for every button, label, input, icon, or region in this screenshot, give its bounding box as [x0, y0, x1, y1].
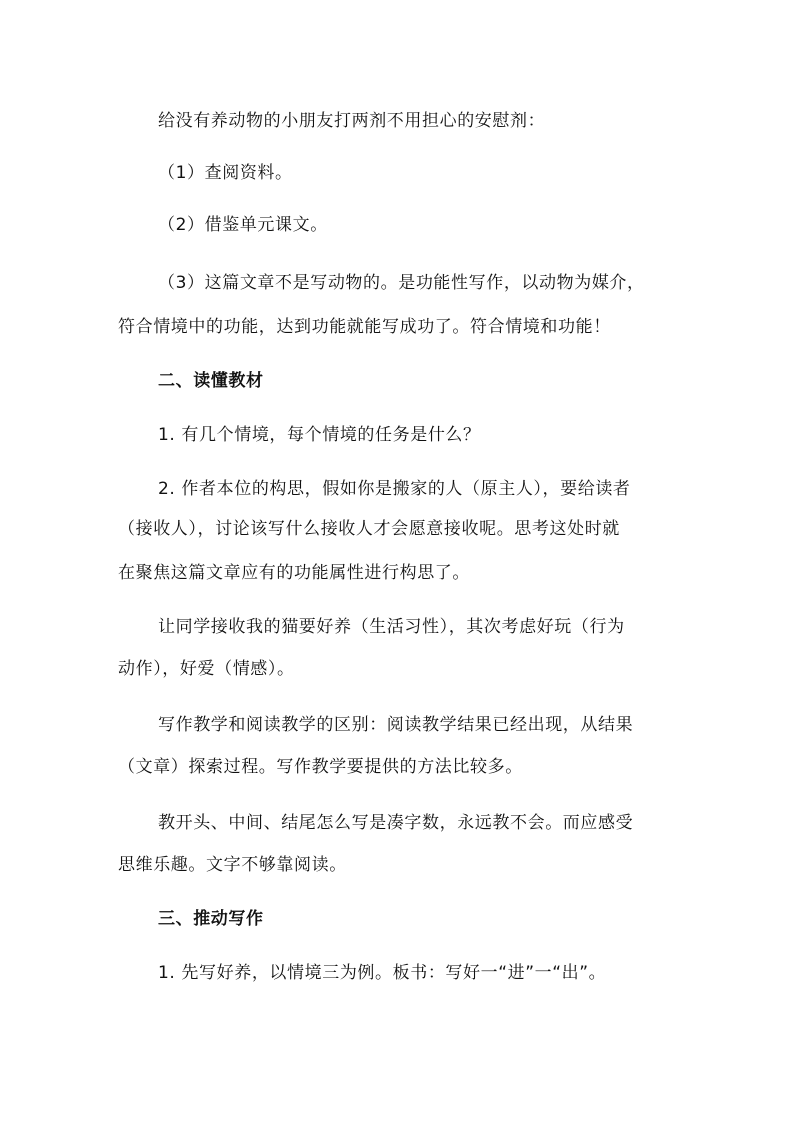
question-2-line-2: （接收人），讨论该写什么接收人才会愿意接收呢。思考这处时就 [118, 519, 620, 539]
paragraph-cat: 让同学接收我的猫要好养（生活习性），其次考虑好玩（行为 [158, 617, 625, 637]
question-1: 1. 有几个情境，每个情境的任务是什么？ [158, 425, 481, 445]
paragraph-cat-continued: 动作），好爱（情感）。 [118, 659, 295, 679]
section-heading-2: 二、读懂教材 [158, 371, 264, 391]
paragraph-difference-continued: （文章）探索过程。写作教学要提供的方法比较多。 [118, 757, 523, 777]
list-item-3-continued: 符合情境中的功能，达到功能就能写成功了。符合情境和功能！ [118, 317, 611, 337]
list-item-1: （1）查阅资料。 [158, 163, 293, 183]
intro-paragraph: 给没有养动物的小朋友打两剂不用担心的安慰剂： [158, 111, 546, 131]
list-item-2: （2）借鉴单元课文。 [158, 215, 328, 235]
section-heading-3: 三、推动写作 [158, 909, 264, 929]
list-item-3: （3）这篇文章不是写动物的。是功能性写作，以动物为媒介， [158, 273, 645, 293]
question-2-line-3: 在聚焦这篇文章应有的功能属性进行构思了。 [118, 563, 470, 583]
paragraph-teaching-continued: 思维乐趣。文字不够靠阅读。 [118, 855, 347, 875]
paragraph-difference: 写作教学和阅读教学的区别：阅读教学结果已经出现，从结果 [158, 715, 634, 735]
question-2: 2. 作者本位的构思，假如你是搬家的人（原主人），要给读者 [158, 479, 631, 499]
step-1: 1. 先写好养，以情境三为例。板书：写好一“进”一“出”。 [158, 963, 607, 983]
paragraph-teaching: 教开头、中间、结尾怎么写是凑字数，永远教不会。而应感受 [158, 813, 634, 833]
